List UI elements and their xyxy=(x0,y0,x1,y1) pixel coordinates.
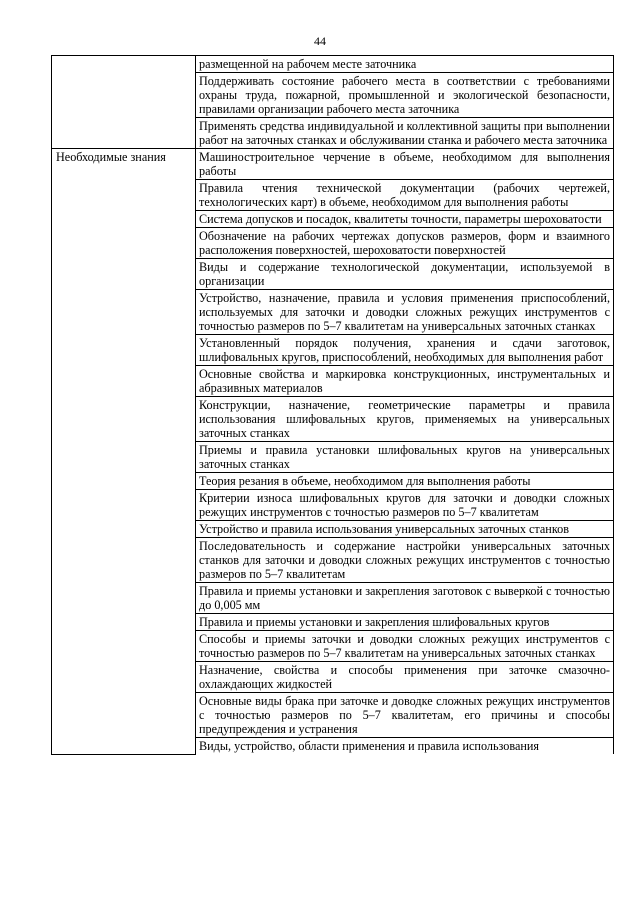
requirement-text: Установленный порядок получения, хранения и сдачи заготовок, шлифовальных кругов, приспособлений, необходимых для выполнения работ xyxy=(196,335,614,366)
requirement-text: Поддерживать состояние рабочего места в соответствии с требованиями охраны труда, пожарной, промышленной и экологической безопасности, правилами организации рабочего места заточника xyxy=(196,73,614,118)
requirement-text: Основные виды брака при заточке и доводке сложных режущих инструментов с точностью размеров по 5–7 квалитетам, его причины и способы предупреждения и устранения xyxy=(196,693,614,738)
requirement-text: Способы и приемы заточки и доводки сложных режущих инструментов с точностью размеров по 5–7 квалитетам на универсальных заточных станках xyxy=(196,631,614,662)
requirement-text: Машиностроительное черчение в объеме, необходимом для выполнения работы xyxy=(196,149,614,180)
requirement-text: Правила чтения технической документации (рабочих чертежей, технологических карт) в объеме, необходимом для выполнения работы xyxy=(196,180,614,211)
requirement-text: Устройство, назначение, правила и условия применения приспособлений, используемых для заточки и доводки сложных режущих инструментов с точностью размеров по 5–7 квалитетам на универсальных заточных станках xyxy=(196,290,614,335)
requirement-text: размещенной на рабочем месте заточника xyxy=(196,56,614,73)
requirement-text: Назначение, свойства и способы применения при заточке смазочно-охлаждающих жидкостей xyxy=(196,662,614,693)
requirement-text: Устройство и правила использования универсальных заточных станков xyxy=(196,521,614,538)
requirements-table xyxy=(51,55,614,755)
requirement-text: Обозначение на рабочих чертежах допусков размеров, форм и взаимного расположения поверхностей, шероховатости поверхностей xyxy=(196,228,614,259)
requirement-text: Критерии износа шлифовальных кругов для заточки и доводки сложных режущих инструментов с точностью размеров по 5–7 квалитетам xyxy=(196,490,614,521)
requirement-text: Конструкции, назначение, геометрические параметры и правила использования шлифовальных кругов, применяемых на универсальных заточных станках xyxy=(196,397,614,442)
requirement-text: Виды, устройство, области применения и правила использования xyxy=(196,738,614,755)
requirement-text: Теория резания в объеме, необходимом для выполнения работы xyxy=(196,473,614,490)
requirement-text: Последовательность и содержание настройки универсальных заточных станков для заточки и доводки сложных режущих инструментов с точностью размеров по 5–7 квалитетам xyxy=(196,538,614,583)
requirement-text: Виды и содержание технологической документации, используемой в организации xyxy=(196,259,614,290)
section-label-empty xyxy=(52,56,196,149)
requirement-text: Правила и приемы установки и закрепления шлифовальных кругов xyxy=(196,614,614,631)
table-row xyxy=(52,56,614,73)
requirement-text: Правила и приемы установки и закрепления заготовок с выверкой с точностью до 0,005 мм xyxy=(196,583,614,614)
table-row xyxy=(52,149,614,180)
section-label: Необходимые знания xyxy=(52,149,196,755)
requirement-text: Приемы и правила установки шлифовальных кругов на универсальных заточных станках xyxy=(196,442,614,473)
requirements-table-body xyxy=(52,56,614,755)
requirement-text: Основные свойства и маркировка конструкционных, инструментальных и абразивных материалов xyxy=(196,366,614,397)
requirement-text: Система допусков и посадок, квалитеты точности, параметры шероховатости xyxy=(196,211,614,228)
page-number: 44 xyxy=(314,34,326,48)
requirement-text: Применять средства индивидуальной и коллективной защиты при выполнении работ на заточных станках и обслуживании станка и рабочего места заточника xyxy=(196,118,614,149)
